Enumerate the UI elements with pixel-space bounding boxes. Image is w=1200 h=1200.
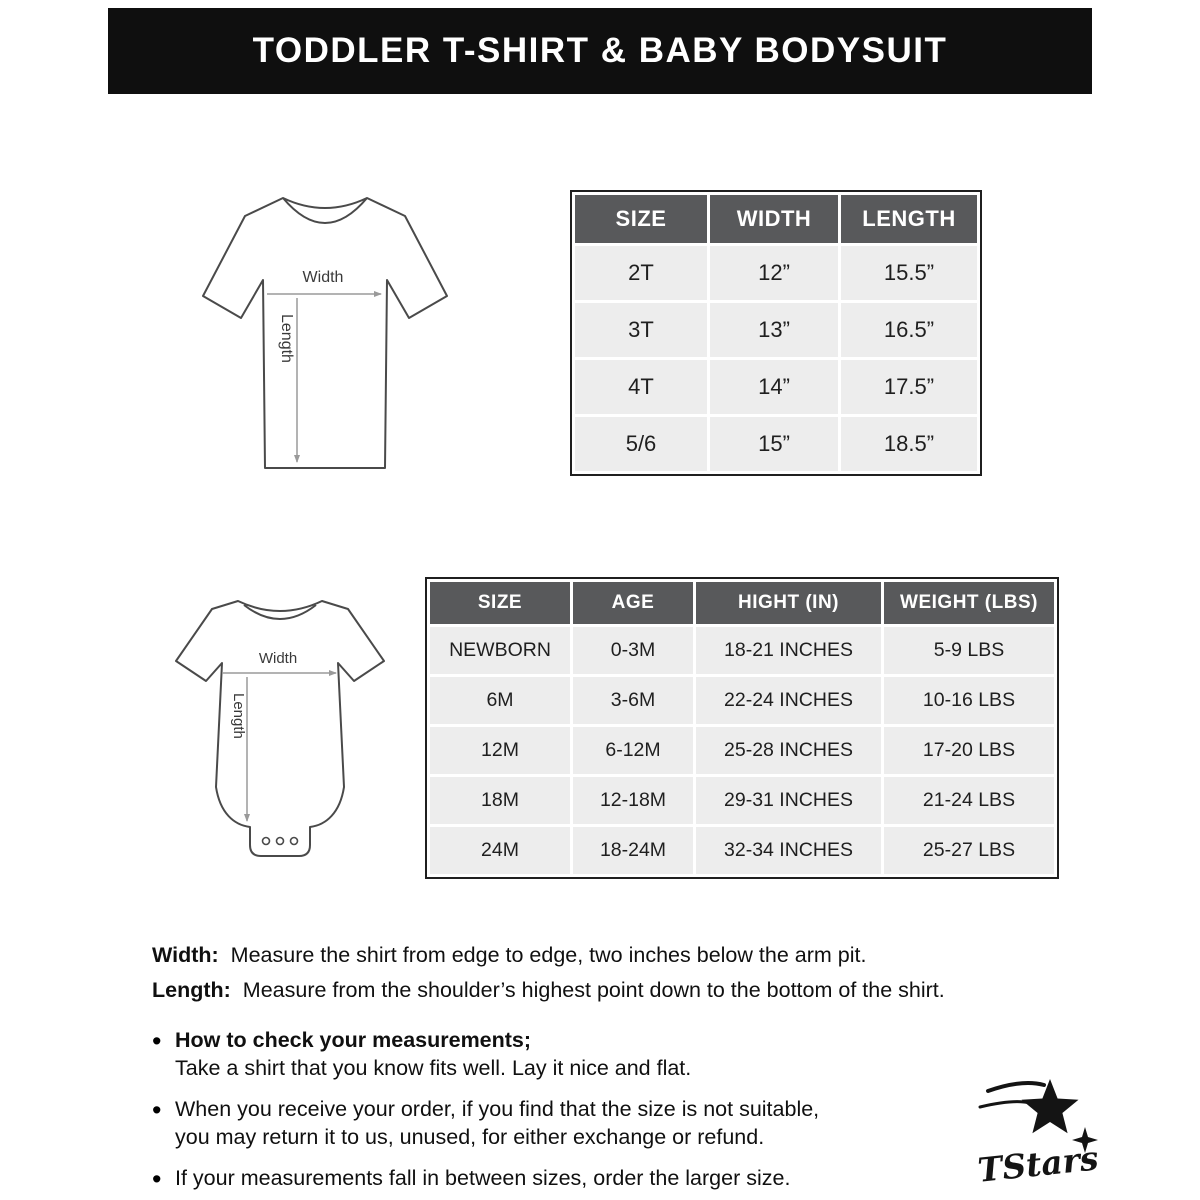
cell-size: 3T — [575, 303, 707, 357]
header-size: SIZE — [575, 195, 707, 243]
cell-height: 25-28 INCHES — [696, 727, 881, 774]
cell-weight: 10-16 LBS — [884, 677, 1054, 724]
width-term: Width: — [152, 943, 219, 967]
length-definition — [152, 977, 1072, 1005]
cell-age: 6-12M — [573, 727, 693, 774]
cell-width: 15” — [710, 417, 838, 471]
width-label: Width — [258, 650, 298, 667]
swoosh-icon — [980, 1102, 1030, 1107]
cell-size: 5/6 — [575, 417, 707, 471]
banner — [108, 8, 1092, 94]
cell-weight: 21-24 LBS — [884, 777, 1054, 824]
cell-length: 18.5” — [841, 417, 977, 471]
swoosh-icon — [988, 1083, 1044, 1091]
bullet-line: • When you receive your order, if you find that the size is not suitable, — [175, 1096, 820, 1121]
table-row — [575, 417, 977, 471]
bodysuit-size-table — [425, 577, 1059, 879]
tshirt-diagram — [145, 168, 505, 488]
width-definition — [152, 942, 1072, 970]
cell-height: 22-24 INCHES — [696, 677, 881, 724]
header-size: SIZE — [430, 582, 570, 624]
length-label: Length — [230, 693, 247, 739]
table-row — [575, 246, 977, 300]
table-row — [575, 360, 977, 414]
cell-age: 0-3M — [573, 627, 693, 674]
cell-weight: 25-27 LBS — [884, 827, 1054, 874]
table-row — [430, 627, 1054, 674]
tshirt-size-table — [570, 190, 982, 476]
bullet-line: • If your measurements fall in between sizes, order the larger size. — [175, 1165, 791, 1190]
cell-weight: 5-9 LBS — [884, 627, 1054, 674]
cell-size: 12M — [430, 727, 570, 774]
cell-height: 29-31 INCHES — [696, 777, 881, 824]
tstars-logo — [930, 1068, 1120, 1190]
bodysuit-outline — [176, 601, 384, 856]
cell-age: 12-18M — [573, 777, 693, 824]
table-row — [430, 827, 1054, 874]
table-row — [575, 303, 977, 357]
bodysuit-diagram — [150, 575, 410, 875]
cell-size: 2T — [575, 246, 707, 300]
length-label: Length — [278, 314, 295, 363]
header-width: WIDTH — [710, 195, 838, 243]
bullet-title: • How to check your measurements; — [175, 1027, 532, 1052]
length-term: Length: — [152, 977, 231, 1002]
cell-length: 17.5” — [841, 360, 977, 414]
table-row — [430, 777, 1054, 824]
cell-age: 3-6M — [573, 677, 693, 724]
logo-text: TStars — [975, 1138, 1101, 1190]
cell-width: 12” — [710, 246, 838, 300]
tshirt-outline — [203, 198, 447, 468]
table-row — [430, 727, 1054, 774]
cell-weight: 17-20 LBS — [884, 727, 1054, 774]
cell-size: 24M — [430, 827, 570, 874]
header-height: HIGHT (IN) — [696, 582, 881, 624]
cell-size: 4T — [575, 360, 707, 414]
length-desc: Measure from the shoulder’s highest point down to the bottom of the shirt. — [242, 977, 945, 1002]
cell-size: 6M — [430, 677, 570, 724]
cell-length: 16.5” — [841, 303, 977, 357]
header-age: AGE — [573, 582, 693, 624]
cell-height: 32-34 INCHES — [696, 827, 881, 874]
header-length: LENGTH — [841, 195, 977, 243]
cell-size: NEWBORN — [430, 627, 570, 674]
header-row — [430, 582, 1054, 624]
cell-size: 18M — [430, 777, 570, 824]
width-desc: Measure the shirt from edge to edge, two inches below the arm pit. — [230, 943, 867, 967]
table-row — [430, 677, 1054, 724]
bullet-line: Take a shirt that you know fits well. Lay it nice and flat. — [175, 1055, 692, 1080]
cell-width: 14” — [710, 360, 838, 414]
cell-length: 15.5” — [841, 246, 977, 300]
star-icon — [1022, 1079, 1079, 1133]
page-title: TODDLER T-SHIRT & BABY BODYSUIT — [252, 31, 948, 70]
bullet-line: you may return it to us, unused, for either exchange or refund. — [175, 1124, 765, 1149]
cell-age: 18-24M — [573, 827, 693, 874]
header-weight: WEIGHT (LBS) — [884, 582, 1054, 624]
cell-height: 18-21 INCHES — [696, 627, 881, 674]
width-label: Width — [302, 269, 344, 286]
cell-width: 13” — [710, 303, 838, 357]
header-row — [575, 195, 977, 243]
